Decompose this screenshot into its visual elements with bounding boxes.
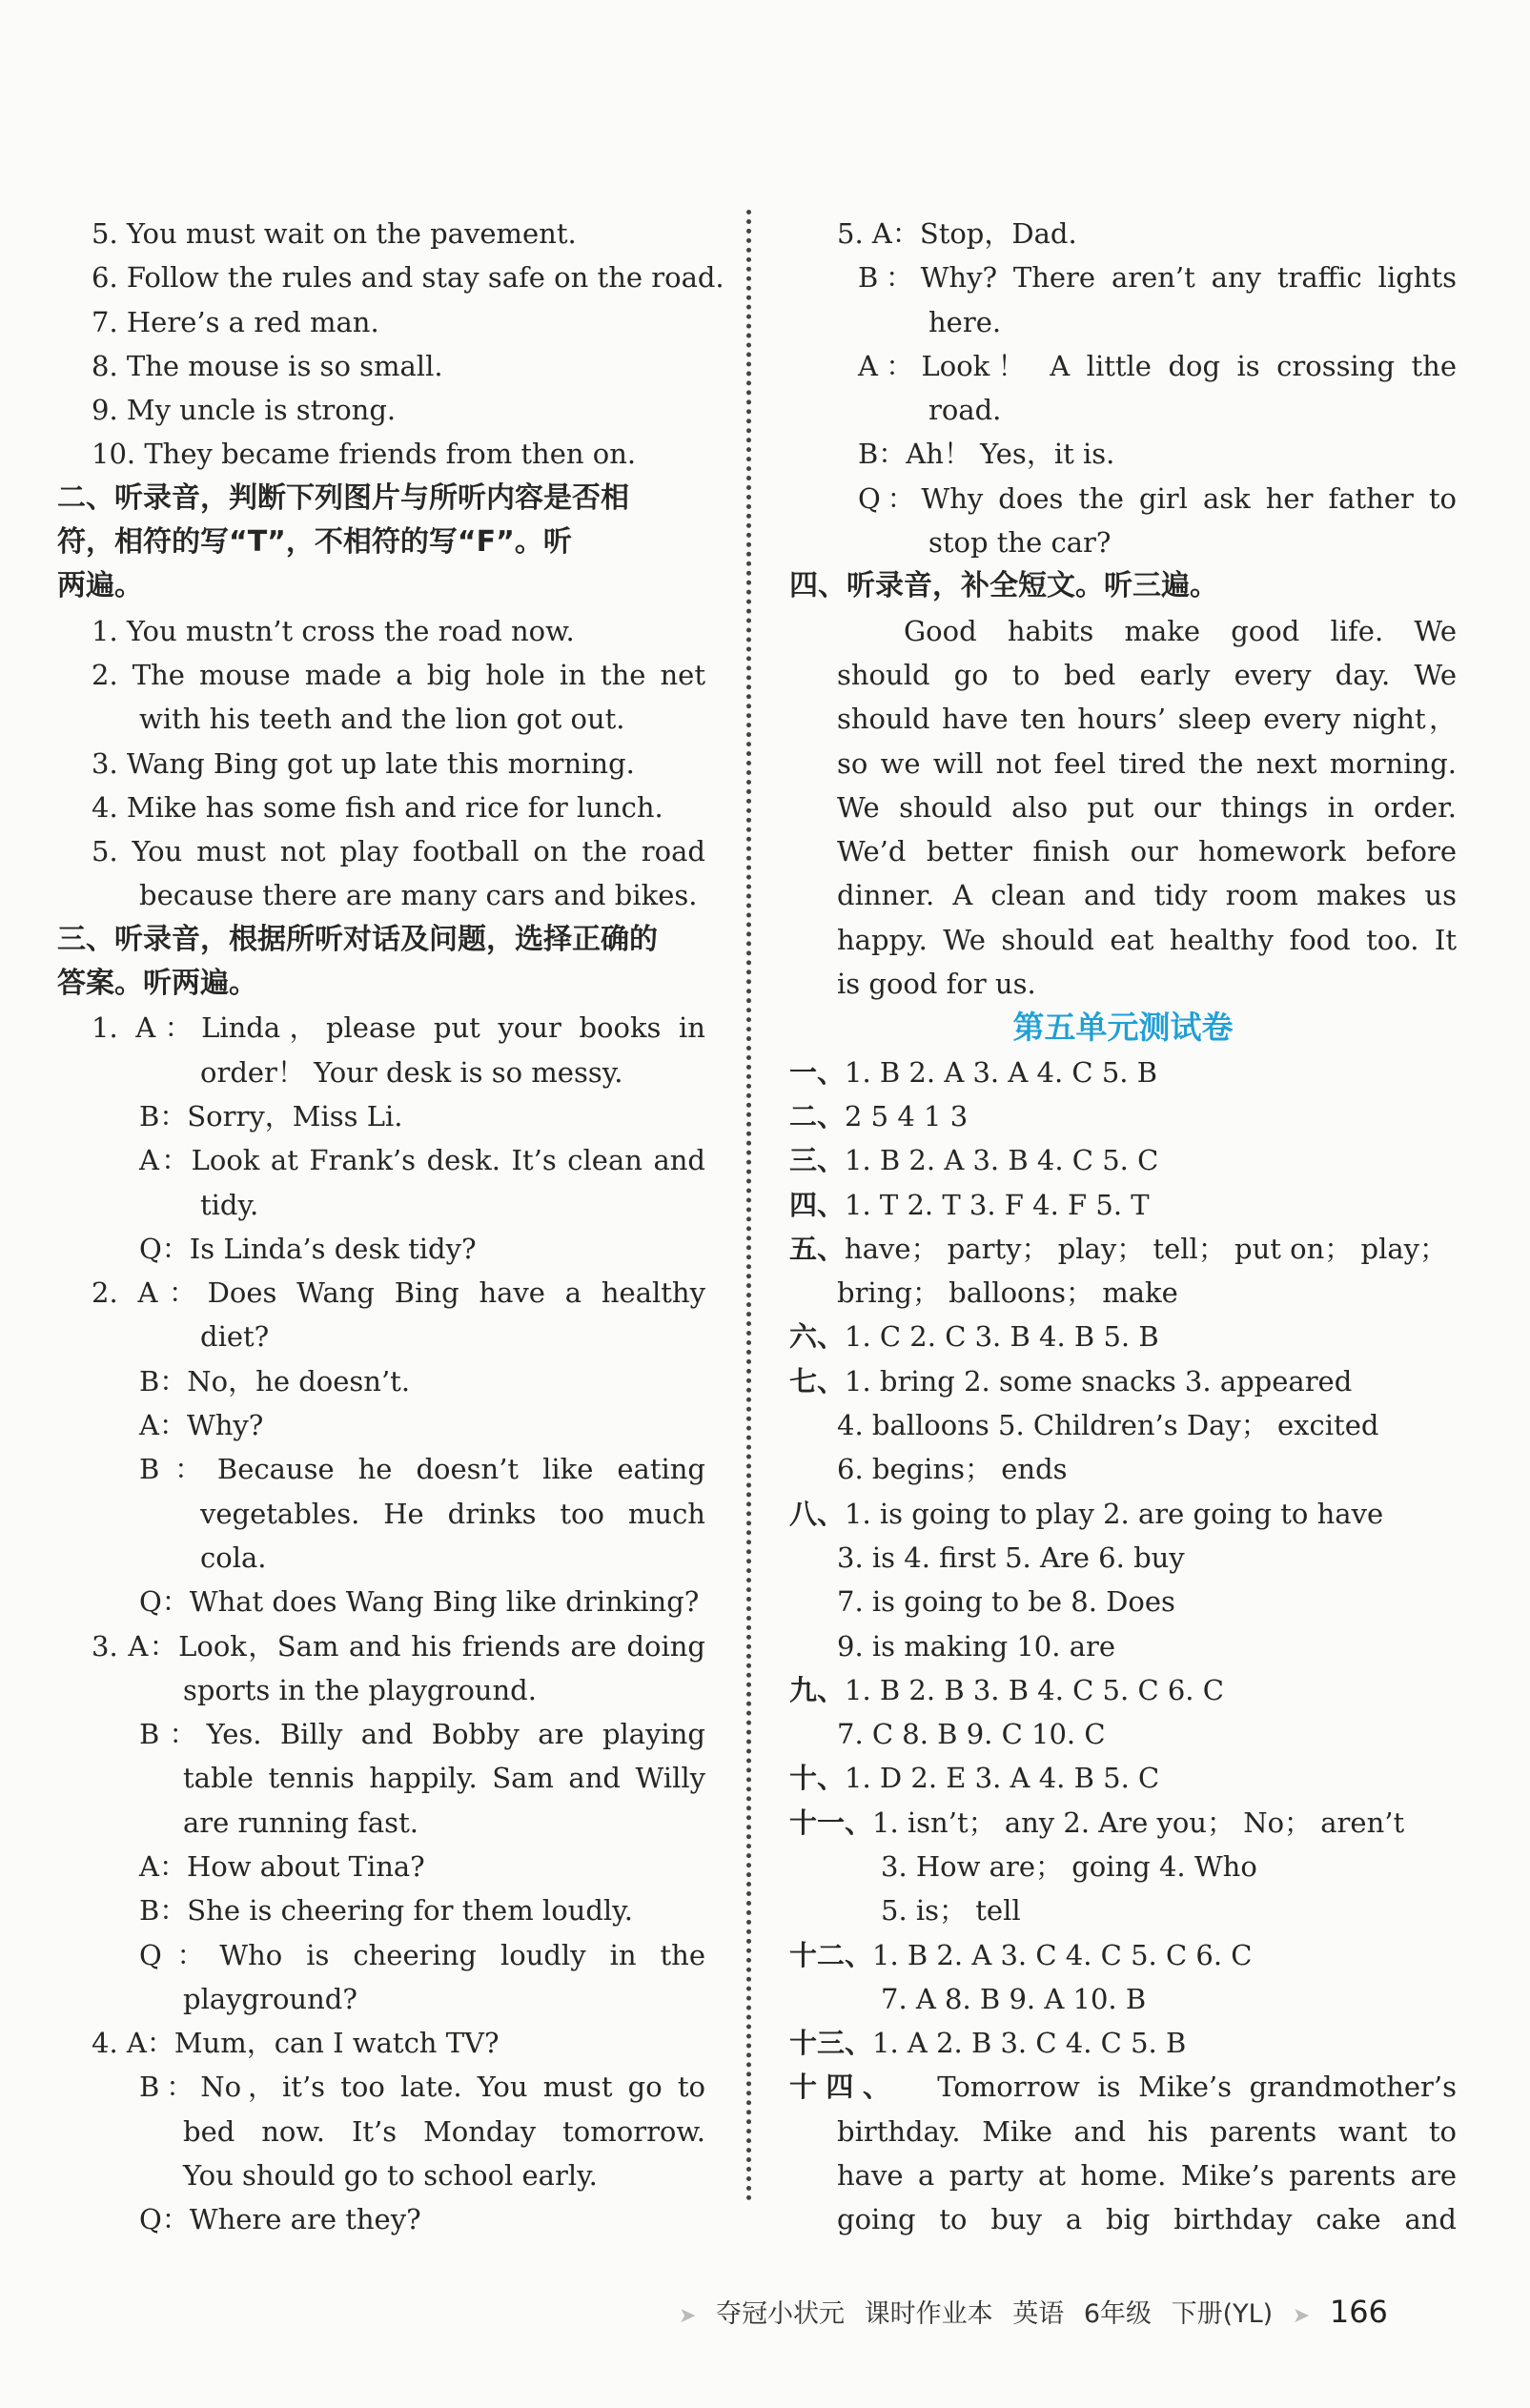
section-heading: 三、听录音，根据所听对话及问题，选择正确的 [57,922,658,956]
answer-label: 三、 [789,1144,846,1177]
answer-row [789,1536,1457,1580]
answer-label: 五、 [789,1232,846,1265]
answer-row [789,1227,1457,1271]
answer-row [789,1712,1457,1756]
arrow-right-icon: ➤ [1292,2304,1311,2328]
answer-text: 1. A 2. B 3. C 4. C 5. B [872,2027,1187,2060]
answer-text: 1. is going to play 2. are going to have [845,1497,1384,1530]
answer-text: 6. begins； ends [837,1453,1068,1486]
column-divider [746,210,751,2202]
answer-row [789,1624,1457,1668]
answer-row [789,1359,1457,1403]
answer-row [789,1492,1457,1536]
dialogue-line: 5. A：Stop，Dad. [837,217,1077,250]
answer-row [789,1315,1457,1358]
answer-row [789,1138,1457,1182]
passage-line: We’d better finish our homework before [837,835,1457,868]
right-column [789,212,1457,2242]
script-line: 4. Mike has some fish and rice for lunch. [92,790,663,824]
dialogue-line: stop the car? [928,526,1112,560]
dialogue-line: A：Look at Frank’s desk. It’s clean and [139,1144,705,1177]
section-heading: 二、听录音，判断下列图片与所听内容是否相 [57,480,629,515]
answer-text: bring； balloons； make [837,1276,1178,1310]
answer-row [789,1668,1457,1712]
unit-title: 第五单元测试卷 [1012,1009,1234,1047]
passage-line: birthday. Mike and his parents want to [837,2114,1457,2148]
script-line: 1. You mustn’t cross the road now. [92,614,575,647]
dialogue-line: 1. A：Linda，please put your books in [92,1011,705,1045]
answer-label: 二、 [789,1099,846,1133]
passage-line: going to buy a big birthday cake and [837,2203,1457,2236]
script-line: 2. The mouse made a big hole in the net [92,658,705,691]
answer-label: 六、 [789,1320,846,1354]
brand-name: 夺冠小状元 [716,2299,846,2329]
answer-row [789,1183,1457,1227]
answer-label: 九、 [789,1673,846,1706]
dialogue-line: cola. [200,1541,267,1574]
passage-text: Tomorrow is Mike’s grandmother’s [937,2071,1457,2104]
script-line: 6. Follow the rules and stay safe on the road. [92,261,724,295]
passage-line: should go to bed early every day. We [837,658,1457,691]
dialogue-line: order！ Your desk is so messy. [200,1055,623,1089]
answer-label: 十二、 [789,1938,873,1971]
section-heading: 符，相符的写“T”，不相符的写“F”。听 [57,525,572,560]
answer-row [789,1271,1457,1315]
answer-row [789,1756,1457,1800]
answer-row [789,1888,1457,1932]
answer-row [789,1933,1457,1977]
answer-text: 1. C 2. C 3. B 4. B 5. B [845,1320,1159,1354]
dialogue-line: table tennis happily. Sam and Willy [183,1762,705,1795]
script-line: 5. You must wait on the pavement. [92,217,577,250]
dialogue-line: road. [928,394,1002,427]
answer-row [789,1094,1457,1138]
dialogue-line: here. [928,305,1002,338]
dialogue-line: You should go to school early. [183,2159,598,2193]
dialogue-line: B：Why? There aren’t any traffic lights [858,261,1457,295]
dialogue-line: bed now. It’s Monday tomorrow. [183,2114,705,2148]
passage-line: should have ten hours’ sleep every night， [837,703,1457,736]
script-line: 9. My uncle is strong. [92,394,397,427]
answer-label: 十、 [789,1762,846,1795]
answer-row [789,1845,1457,1888]
script-line: 7. Here’s a red man. [92,305,379,338]
passage-line: Good habits make good life. We [904,614,1457,647]
answer-label: 十四、 [789,2071,900,2104]
answer-text: 7. is going to be 8. Does [837,1585,1175,1619]
dialogue-line: A：Why? [139,1409,264,1442]
dialogue-line: sports in the playground. [183,1673,537,1706]
dialogue-line: B：No，it’s too late. You must go to [139,2071,705,2104]
passage-line: We should also put our things in order. [837,790,1457,824]
section-heading: 答案。听两遍。 [57,967,257,1001]
dialogue-line: diet? [200,1320,270,1354]
passage-line: is good for us. [837,968,1036,1001]
answer-label: 十三、 [789,2027,873,2060]
answer-row [789,1403,1457,1447]
answer-text: 4. balloons 5. Children’s Day； excited [837,1409,1379,1442]
answer-row [789,1977,1457,2021]
dialogue-line: 2. A：Does Wang Bing have a healthy [92,1276,705,1310]
dialogue-line: A：How about Tina? [139,1849,425,1883]
answer-text: 7. C 8. B 9. C 10. C [837,1718,1106,1751]
answer-label: 四、 [789,1188,846,1221]
passage-line: have a party at home. Mike’s parents are [837,2159,1457,2193]
passage-line: happy. We should eat healthy food too. It [837,923,1457,956]
left-column [57,212,724,2242]
dialogue-line: B：Because he doesn’t like eating [139,1453,705,1486]
dialogue-line: Q：Who is cheering loudly in the [139,1938,705,1971]
dialogue-line: are running fast. [183,1806,418,1839]
script-line: because there are many cars and bikes. [139,879,698,912]
script-line: 8. The mouse is so small. [92,349,443,382]
dialogue-line: 4. A：Mum，can I watch TV? [92,2027,500,2060]
answer-text: 3. How are； going 4. Who [881,1849,1257,1883]
dialogue-line: Q：Why does the girl ask her father to [858,481,1457,515]
passage-line: dinner. A clean and tidy room makes us [837,879,1457,912]
arrow-right-icon: ➤ [679,2304,697,2328]
dialogue-line: B：Ah！ Yes，it is. [858,438,1115,471]
answer-text: 1. T 2. T 3. F 4. F 5. T [845,1188,1150,1221]
answer-row [789,1801,1457,1845]
dialogue-line: Q：Is Linda’s desk tidy? [139,1232,477,1265]
answer-text: 1. D 2. E 3. A 4. B 5. C [845,1762,1160,1795]
dialogue-line: B：Yes. Billy and Bobby are playing [139,1718,705,1751]
answer-text: 3. is 4. first 5. Are 6. buy [837,1541,1185,1574]
answer-label: 一、 [789,1055,846,1089]
answer-text: have； party； play； tell； put on； play； [845,1232,1448,1265]
answer-label: 十一、 [789,1806,873,1839]
passage-line [789,2065,1457,2109]
answer-row [789,1447,1457,1491]
script-line: with his teeth and the lion got out. [139,703,625,736]
answer-text: 2 5 4 1 3 [845,1099,969,1133]
answer-text: 1. isn’t； any 2. Are you； No； aren’t [872,1806,1405,1839]
dialogue-line: Q：Where are they? [139,2203,421,2236]
answer-text: 1. B 2. A 3. A 4. C 5. B [845,1055,1158,1089]
dialogue-line: tidy. [200,1188,259,1221]
answer-row [789,1051,1457,1094]
dialogue-line: B：Sorry，Miss Li. [139,1099,403,1133]
volume: 下册(YL) [1171,2299,1274,2329]
section-heading: 两遍。 [57,569,143,603]
answer-text: 1. bring 2. some snacks 3. appeared [845,1364,1353,1398]
page-footer [679,2288,1399,2336]
answer-text: 1. B 2. A 3. C 4. C 5. C 6. C [872,1938,1253,1971]
dialogue-line: Q：What does Wang Bing like drinking? [139,1585,700,1619]
page-number: 166 [1329,2294,1388,2330]
answer-label: 七、 [789,1364,846,1398]
dialogue-line: vegetables. He drinks too much [200,1497,705,1530]
section-heading: 四、听录音，补全短文。听三遍。 [789,569,1218,603]
dialogue-line: playground? [183,1982,357,2015]
grade: 6年级 [1083,2299,1152,2329]
passage-line: so we will not feel tired the next morning. [837,746,1457,780]
answer-text: 1. B 2. B 3. B 4. C 5. C 6. C [845,1673,1224,1706]
script-line: 5. You must not play football on the road [92,835,705,868]
answer-text: 7. A 8. B 9. A 10. B [881,1982,1147,2015]
answer-row [789,2021,1457,2065]
answer-text: 5. is； tell [881,1894,1021,1928]
answer-text: 1. B 2. A 3. B 4. C 5. C [845,1144,1159,1177]
script-line: 3. Wang Bing got up late this morning. [92,746,635,780]
answer-text: 9. is making 10. are [837,1629,1116,1663]
script-line: 10. They became friends from then on. [92,438,637,471]
dialogue-line: 3. A：Look，Sam and his friends are doing [92,1629,705,1663]
answer-label: 八、 [789,1497,846,1530]
book-name: 课时作业本 [864,2299,993,2329]
dialogue-line: B：She is cheering for them loudly. [139,1894,633,1928]
answer-row [789,1580,1457,1623]
dialogue-line: B：No，he doesn’t. [139,1364,411,1398]
subject: 英语 [1012,2299,1065,2329]
dialogue-line: A：Look！ A little dog is crossing the [858,349,1457,382]
